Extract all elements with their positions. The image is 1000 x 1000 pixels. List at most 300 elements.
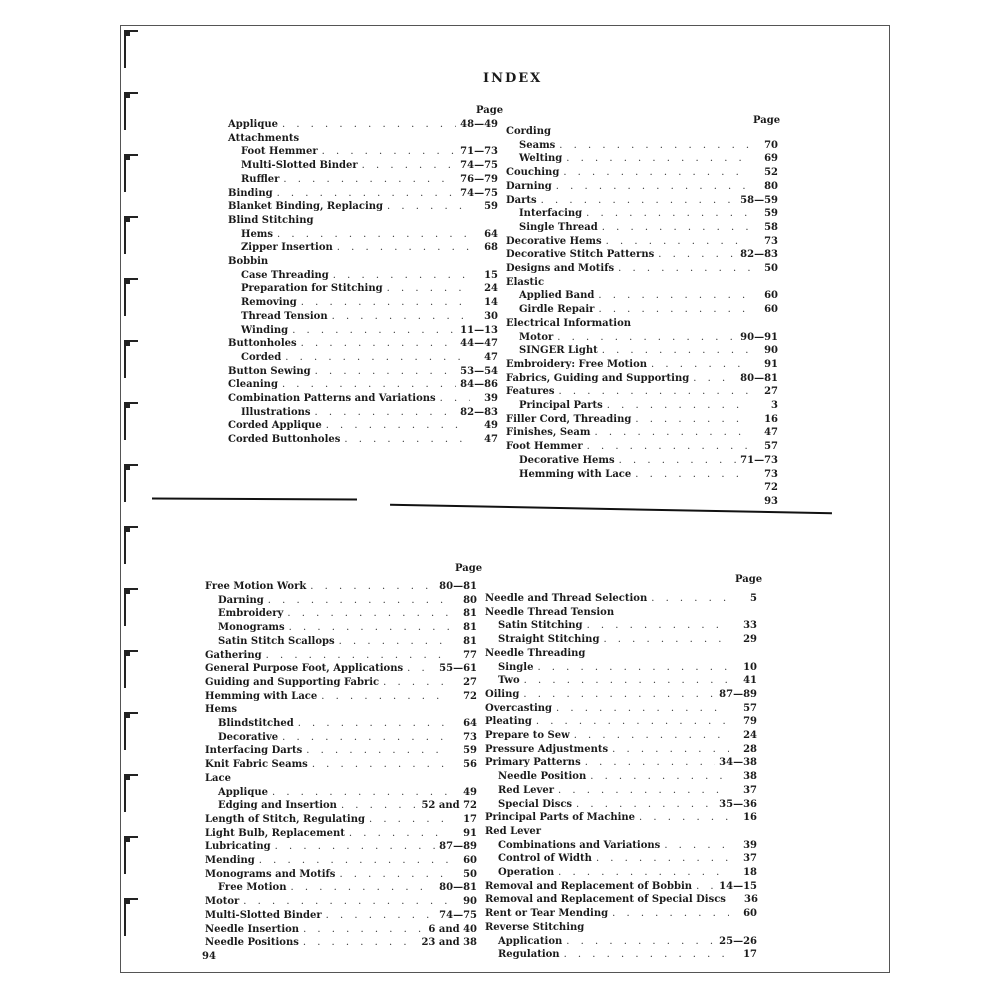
index-entry-page: 52 and 72	[421, 800, 477, 812]
index-entry-page: 74—75	[460, 187, 498, 199]
index-entry-page: 56	[463, 759, 477, 771]
index-entry	[485, 825, 757, 839]
index-entry	[485, 756, 757, 770]
index-entry-label: Length of Stitch, Regulating	[205, 813, 365, 825]
index-entry	[506, 180, 778, 194]
leader-dots	[696, 880, 715, 894]
leader-dots	[287, 607, 449, 621]
index-entry-page: 90	[764, 345, 778, 357]
index-entry-label: Hemming with Lace	[519, 468, 632, 480]
leader-dots	[362, 159, 457, 173]
leader-dots	[283, 173, 456, 187]
index-entry	[205, 881, 477, 895]
index-entry-label: Motor	[519, 331, 554, 343]
page-column-header: Page	[753, 115, 781, 126]
index-entry-label: Overcasting	[485, 702, 553, 714]
index-entry-label: Seams	[519, 139, 556, 151]
binding-ring	[124, 340, 138, 378]
index-entry	[485, 921, 757, 935]
index-entry-label: Buttonholes	[228, 338, 297, 350]
leader-dots	[315, 406, 457, 420]
index-entry-page: 80	[463, 594, 477, 606]
index-entry-page: 39	[743, 839, 757, 851]
index-entry-label: Blanket Binding, Replacing	[228, 201, 384, 213]
leader-dots	[282, 731, 449, 745]
index-entry-page: 60	[743, 908, 757, 920]
index-entry-page: 84—86	[460, 379, 498, 391]
index-entry-page: 73	[764, 235, 778, 247]
index-entry-label: Fabrics, Guiding and Supporting	[506, 372, 690, 384]
index-entry-label: Lace	[205, 772, 231, 784]
index-entry-label: Interfacing Darts	[205, 745, 303, 757]
leader-dots	[556, 702, 729, 716]
index-entry-label: Primary Patterns	[485, 757, 581, 769]
index-entry-page: 50	[463, 868, 477, 880]
index-entry	[228, 296, 498, 310]
leader-dots	[292, 324, 456, 338]
leader-dots	[574, 729, 729, 743]
index-entry-page: 80—81	[439, 882, 477, 894]
spiral-binding	[122, 30, 144, 975]
leader-dots	[524, 674, 729, 688]
index-entry	[228, 241, 498, 255]
leader-dots	[268, 594, 449, 608]
index-entry-label: Designs and Motifs	[506, 263, 615, 275]
index-entry	[205, 662, 477, 676]
leader-dots	[607, 399, 750, 413]
index-entry-label: Pleating	[485, 716, 532, 728]
index-entry	[506, 331, 778, 345]
index-entry-label: Mending	[205, 855, 255, 867]
index-entry	[205, 840, 477, 854]
leader-dots	[339, 635, 449, 649]
index-entry-label: Needle Thread Tension	[485, 606, 615, 618]
index-entry	[228, 365, 498, 379]
index-entry-label: Removal and Replacement of Bobbin	[485, 880, 693, 892]
leader-dots	[291, 881, 436, 895]
index-entry-page: 14—15	[719, 880, 757, 892]
index-entry-page: 16	[764, 413, 778, 425]
index-entry-page: 68	[484, 242, 498, 254]
index-entry-label: Multi-Slotted Binder	[205, 909, 322, 921]
index-entry	[506, 385, 778, 399]
index-entry-label: Elastic	[506, 276, 545, 288]
binding-ring	[124, 30, 138, 68]
index-entry	[506, 454, 778, 468]
index-entry	[228, 173, 498, 187]
index-entry	[485, 907, 757, 921]
leader-dots	[559, 385, 750, 399]
index-entry-page: 30	[484, 310, 498, 322]
index-entry-page: 59	[764, 208, 778, 220]
leader-dots	[301, 337, 457, 351]
index-entry-label: Electrical Information	[506, 317, 632, 329]
index-entry-page: 59	[484, 201, 498, 213]
index-entry-label: Needle Position	[498, 771, 587, 783]
index-entry-label: Filler Cord, Threading	[506, 413, 632, 425]
index-column-top-right	[506, 125, 778, 509]
leader-dots	[298, 717, 449, 731]
index-entry-page: 48—49	[460, 119, 498, 130]
index-entry-page: 81	[463, 635, 477, 647]
index-entry-label: Preparation for Stitching	[241, 283, 383, 295]
index-entry-label: Girdle Repair	[519, 304, 595, 316]
index-entry-label: Guiding and Supporting Fabric	[205, 676, 380, 688]
index-entry-label: Edging and Insertion	[218, 800, 337, 812]
index-entry-page: 37	[743, 784, 757, 796]
leader-dots	[559, 139, 750, 153]
leader-dots	[275, 840, 436, 854]
page-column-header: Page	[455, 563, 483, 574]
index-entry-page: 14	[484, 297, 498, 309]
index-column-bottom-right	[485, 592, 757, 962]
index-entry-label: SINGER Light	[519, 345, 598, 357]
index-entry	[506, 139, 778, 153]
binding-ring	[124, 464, 138, 502]
index-entry	[485, 784, 757, 798]
index-column-bottom-left	[205, 580, 477, 950]
leader-dots	[658, 248, 736, 262]
leader-dots	[266, 649, 449, 663]
index-entry-page: 25—26	[719, 935, 757, 947]
leader-dots	[596, 852, 729, 866]
index-entry-label: Welting	[519, 153, 563, 165]
leader-dots	[590, 770, 729, 784]
binding-ring	[124, 154, 138, 192]
leader-dots	[337, 241, 470, 255]
leader-dots	[536, 715, 729, 729]
index-entry-page: 64	[484, 228, 498, 240]
leader-dots	[322, 145, 457, 159]
leader-dots	[277, 228, 470, 242]
index-entry	[485, 661, 757, 675]
index-entry-label: Hems	[205, 704, 238, 716]
index-entry-label: Applique	[218, 786, 268, 798]
index-entry	[205, 717, 477, 731]
leader-dots	[383, 676, 449, 690]
index-entry-page: 6 and 40	[428, 923, 477, 935]
leader-dots	[332, 310, 470, 324]
index-entry-page: 79	[743, 716, 757, 728]
index-entry-label: Oiling	[485, 688, 520, 700]
index-entry-page: 17	[463, 813, 477, 825]
index-entry-label: Control of Width	[498, 853, 592, 865]
index-entry-label: Knit Fabric Seams	[205, 759, 308, 771]
leader-dots	[333, 269, 470, 283]
page-column-header: Page	[476, 105, 504, 116]
index-entry-page: 27	[463, 676, 477, 688]
index-entry-label: Multi-Slotted Binder	[241, 160, 358, 172]
index-entry	[485, 770, 757, 784]
index-entry	[228, 282, 498, 296]
index-title: INDEX	[483, 71, 543, 86]
index-entry	[485, 715, 757, 729]
index-entry-label: Two	[498, 675, 520, 687]
index-entry-page: 90	[463, 896, 477, 908]
index-entry-page: 24	[484, 283, 498, 295]
binding-ring	[124, 712, 138, 750]
leader-dots	[564, 948, 729, 962]
index-entry-page: 28	[743, 743, 757, 755]
leader-dots	[341, 799, 418, 813]
index-entry	[485, 880, 757, 894]
leader-dots	[541, 194, 736, 208]
index-entry	[228, 159, 498, 173]
binding-ring	[124, 92, 138, 130]
index-entry-label: Prepare to Sew	[485, 730, 570, 742]
index-entry-label: Couching	[506, 167, 560, 179]
index-entry-page: 34—38	[719, 757, 757, 769]
index-entry-page: 47	[764, 427, 778, 439]
index-entry-page: 90—91	[740, 331, 778, 343]
index-entry	[228, 132, 498, 146]
index-entry-label: Lubricating	[205, 841, 271, 853]
index-entry-label: Winding	[241, 324, 289, 336]
index-entry	[485, 592, 757, 606]
leader-dots	[619, 454, 737, 468]
leader-dots	[603, 633, 729, 647]
index-entry	[228, 337, 498, 351]
index-entry	[506, 289, 778, 303]
leader-dots	[598, 289, 750, 303]
binding-ring	[124, 588, 138, 626]
leader-dots	[387, 282, 470, 296]
index-entry	[205, 799, 477, 813]
index-entry	[506, 166, 778, 180]
index-entry-page: 57	[764, 441, 778, 453]
index-entry-label: Foot Hemmer	[241, 146, 318, 158]
leader-dots	[277, 187, 457, 201]
leader-dots	[282, 378, 456, 392]
index-entry-label: Decorative	[218, 731, 279, 743]
index-entry-label: Corded Buttonholes	[228, 434, 341, 446]
index-entry-page: 73	[463, 731, 477, 743]
index-entry-page: 3	[771, 400, 778, 412]
index-entry-page: 5	[750, 593, 757, 604]
index-entry-page: 70	[764, 139, 778, 151]
index-entry-page: 93	[764, 495, 778, 507]
index-entry-label: Embroidery: Free Motion	[506, 358, 648, 370]
index-entry-page: 47	[484, 351, 498, 363]
index-entry-label: Needle Positions	[205, 937, 299, 949]
leader-dots	[349, 827, 449, 841]
index-entry	[205, 813, 477, 827]
index-entry-label: Free Motion Work	[205, 581, 307, 592]
index-entry	[205, 772, 477, 786]
index-entry-page: 80	[764, 180, 778, 192]
index-entry	[485, 893, 757, 907]
leader-dots	[303, 936, 418, 950]
index-entry-page: 35—36	[719, 798, 757, 810]
index-entry	[228, 269, 498, 283]
index-entry-page: 49	[484, 420, 498, 432]
leader-dots	[602, 221, 750, 235]
index-entry-label: Red Lever	[498, 784, 554, 796]
index-entry-label: Needle Threading	[485, 647, 586, 659]
leader-dots	[285, 351, 470, 365]
leader-dots	[639, 811, 729, 825]
index-entry-page: 80—81	[740, 372, 778, 384]
index-entry-page: 11—13	[460, 324, 498, 336]
index-entry-page: 74—75	[439, 909, 477, 921]
index-entry	[228, 187, 498, 201]
index-entry-page: 36	[744, 894, 758, 906]
binding-ring	[124, 526, 138, 564]
index-entry-page: 17	[743, 949, 757, 961]
index-entry	[485, 633, 757, 647]
index-entry-page: 58	[764, 221, 778, 233]
binding-ring	[124, 402, 138, 440]
index-entry-page: 10	[743, 661, 757, 673]
index-entry-label: Special Discs	[498, 798, 573, 810]
index-entry-label: Blind Stitching	[228, 214, 314, 226]
index-entry-page: 87—89	[439, 841, 477, 853]
index-entry-label: Cording	[506, 126, 551, 137]
index-entry-label: Decorative Hems	[506, 235, 602, 247]
leader-dots	[315, 365, 457, 379]
index-entry-label: Binding	[228, 187, 273, 199]
index-entry-label: Pressure Adjustments	[485, 743, 609, 755]
index-entry	[228, 118, 498, 132]
index-entry-label: Principal Parts	[519, 400, 603, 412]
index-entry	[506, 221, 778, 235]
index-entry-label: Ruffler	[241, 173, 280, 185]
index-entry	[228, 406, 498, 420]
index-entry-page: 41	[743, 675, 757, 687]
index-entry-page: 37	[743, 853, 757, 865]
leader-dots	[651, 358, 750, 372]
index-entry	[228, 310, 498, 324]
leader-dots	[407, 662, 435, 676]
index-entry-page: 77	[463, 649, 477, 661]
index-entry-page: 82—83	[460, 406, 498, 418]
index-entry	[485, 852, 757, 866]
index-entry	[205, 703, 477, 717]
index-entry-label: Corded Applique	[228, 420, 322, 432]
index-entry	[228, 228, 498, 242]
index-entry-page: 60	[764, 304, 778, 316]
index-entry	[205, 854, 477, 868]
index-entry	[485, 798, 757, 812]
index-entry-page: 59	[463, 745, 477, 757]
index-entry	[506, 481, 778, 495]
index-entry-label: Hems	[241, 228, 274, 240]
index-entry-label: Decorative Hems	[519, 454, 615, 466]
index-entry	[485, 729, 757, 743]
binding-ring	[124, 650, 138, 688]
index-entry	[205, 621, 477, 635]
index-entry	[228, 214, 498, 228]
leader-dots	[558, 784, 729, 798]
index-entry-label: Features	[506, 386, 555, 398]
index-entry-page: 29	[743, 634, 757, 646]
leader-dots	[566, 152, 750, 166]
index-entry-page: 27	[764, 386, 778, 398]
index-entry-page: 55—61	[439, 663, 477, 675]
index-entry-label: Decorative Stitch Patterns	[506, 249, 655, 261]
index-entry-page: 74—75	[460, 160, 498, 172]
leader-dots	[523, 688, 715, 702]
index-entry-page: 38	[743, 771, 757, 783]
leader-dots	[566, 935, 715, 949]
page-column-header: Page	[735, 574, 763, 585]
index-entry-label: Darning	[218, 594, 264, 606]
index-entry	[205, 731, 477, 745]
index-entry	[228, 145, 498, 159]
index-entry-page: 60	[463, 855, 477, 867]
index-entry-page: 16	[743, 812, 757, 824]
index-entry-label: Satin Stitching	[498, 620, 583, 632]
index-entry	[506, 194, 778, 208]
index-entry-page: 23 and 38	[421, 937, 477, 949]
index-entry	[228, 200, 498, 214]
index-entry	[506, 413, 778, 427]
index-entry	[485, 839, 757, 853]
leader-dots	[587, 440, 750, 454]
index-entry	[485, 619, 757, 633]
index-entry-page: 73	[764, 468, 778, 480]
index-entry	[205, 594, 477, 608]
index-entry-label: Corded	[241, 351, 282, 363]
index-entry-page: 72	[463, 690, 477, 702]
index-entry-page: 49	[463, 786, 477, 798]
leader-dots	[303, 923, 424, 937]
index-entry-label: Applique	[228, 119, 278, 130]
index-entry	[228, 255, 498, 269]
index-entry-page: 15	[484, 269, 498, 281]
index-entry	[506, 125, 778, 139]
index-entry	[485, 606, 757, 620]
index-entry	[205, 635, 477, 649]
index-entry	[485, 674, 757, 688]
leader-dots	[598, 303, 750, 317]
index-entry	[205, 649, 477, 663]
index-entry-label: Foot Hemmer	[506, 441, 583, 453]
index-column-top-left	[228, 118, 498, 447]
leader-dots	[310, 580, 435, 594]
index-entry-label: Red Lever	[485, 825, 541, 837]
leader-dots	[369, 813, 449, 827]
index-entry-label: Bobbin	[228, 256, 269, 268]
index-entry-label: Cleaning	[228, 379, 278, 391]
index-entry	[506, 235, 778, 249]
binding-ring	[124, 278, 138, 316]
index-entry-label: Satin Stitch Scallops	[218, 635, 335, 647]
index-entry-page: 18	[743, 867, 757, 879]
index-entry-label: Regulation	[498, 949, 560, 961]
index-entry-page: 80—81	[439, 581, 477, 592]
index-entry	[506, 152, 778, 166]
index-entry-page: 81	[463, 622, 477, 634]
leader-dots	[587, 619, 729, 633]
index-entry-label: Darning	[506, 180, 552, 192]
leader-dots	[557, 331, 736, 345]
index-entry-page: 71—73	[740, 454, 778, 466]
index-entry-page: 39	[484, 393, 498, 405]
leader-dots	[289, 621, 449, 635]
index-entry-label: Removing	[241, 297, 297, 309]
leader-dots	[612, 743, 729, 757]
binding-ring	[124, 774, 138, 812]
index-entry	[506, 317, 778, 331]
leader-dots	[606, 235, 750, 249]
index-entry-label: Blindstitched	[218, 718, 294, 730]
index-entry-page: 53—54	[460, 365, 498, 377]
index-entry-label: Needle Insertion	[205, 923, 300, 935]
index-entry-label: Case Threading	[241, 269, 329, 281]
leader-dots	[537, 661, 729, 675]
index-entry-label: Free Motion	[218, 882, 287, 894]
